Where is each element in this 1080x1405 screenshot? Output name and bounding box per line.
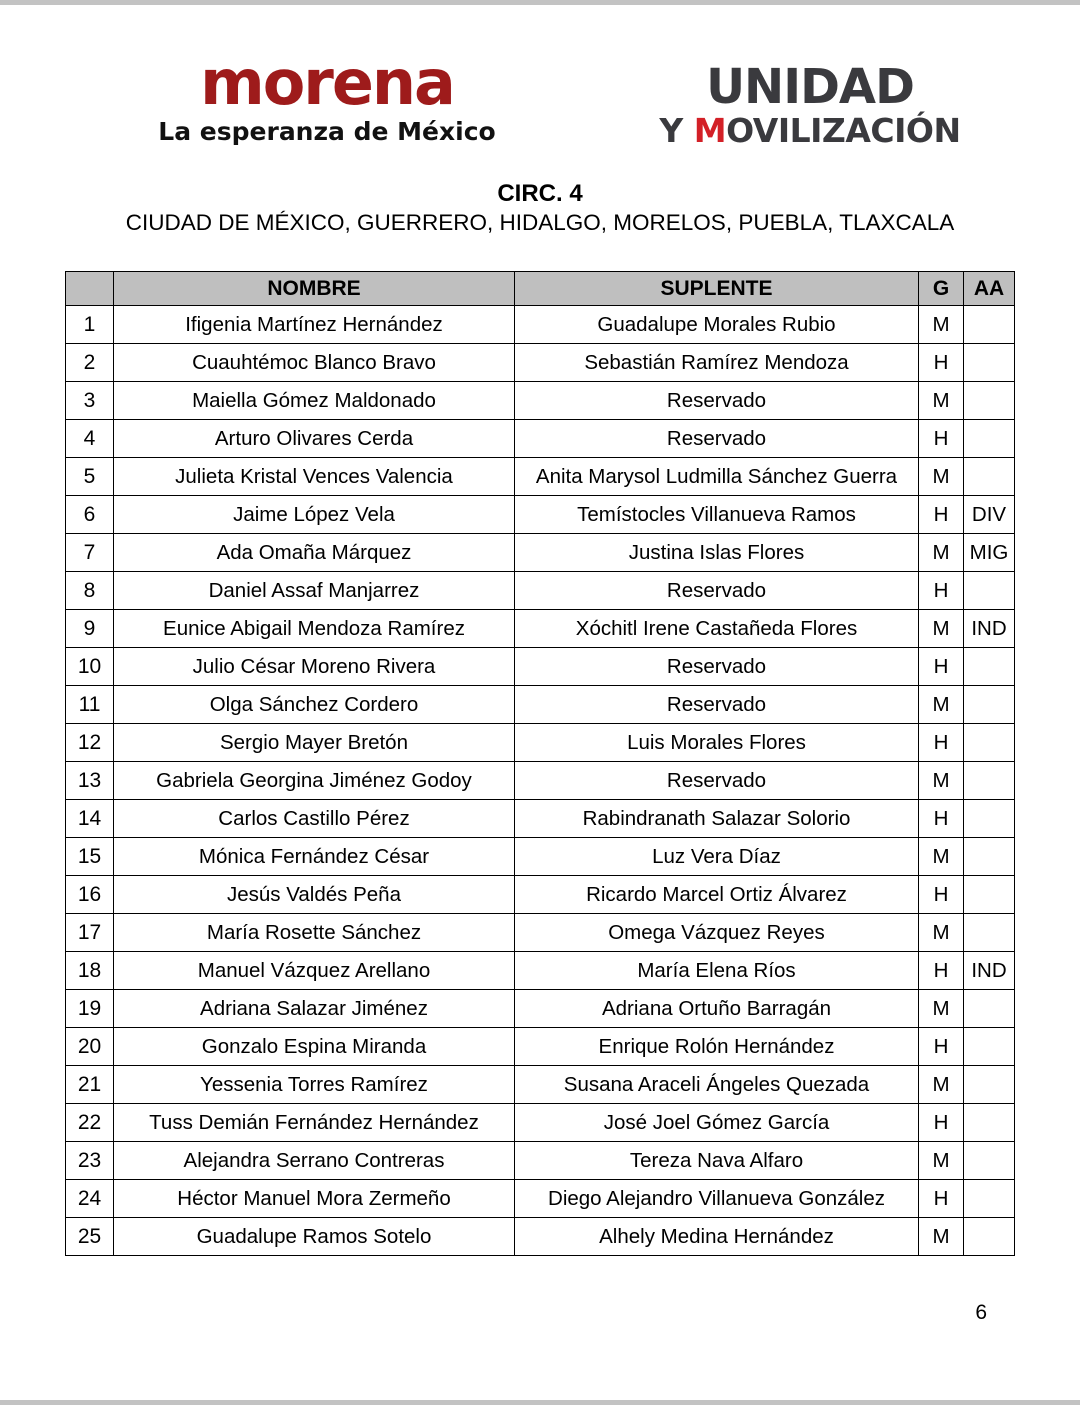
cell-nombre: Guadalupe Ramos Sotelo [114, 1218, 515, 1256]
cell-index: 6 [66, 496, 114, 534]
cell-genero: H [919, 1028, 964, 1066]
cell-genero: M [919, 762, 964, 800]
table-row [66, 534, 1015, 572]
cell-accion-afirmativa [964, 914, 1015, 952]
cell-suplente: Tereza Nava Alfaro [515, 1142, 919, 1180]
page-edge-bottom [0, 1400, 1080, 1405]
table-row [66, 496, 1015, 534]
table-row [66, 648, 1015, 686]
cell-nombre: Julio César Moreno Rivera [114, 648, 515, 686]
table-row [66, 686, 1015, 724]
cell-suplente: Enrique Rolón Hernández [515, 1028, 919, 1066]
cell-accion-afirmativa [964, 686, 1015, 724]
table-row [66, 762, 1015, 800]
table-row [66, 876, 1015, 914]
table-row [66, 1028, 1015, 1066]
cell-accion-afirmativa [964, 1066, 1015, 1104]
cell-accion-afirmativa [964, 458, 1015, 496]
cell-index: 9 [66, 610, 114, 648]
table-row [66, 1180, 1015, 1218]
cell-genero: H [919, 420, 964, 458]
cell-index: 1 [66, 306, 114, 344]
table-row [66, 382, 1015, 420]
movilizacion-wordmark [650, 113, 970, 149]
cell-accion-afirmativa [964, 1218, 1015, 1256]
cell-genero: M [919, 534, 964, 572]
table-row [66, 838, 1015, 876]
unidad-wordmark: UNIDAD [706, 59, 914, 115]
cell-nombre: Eunice Abigail Mendoza Ramírez [114, 610, 515, 648]
cell-accion-afirmativa [964, 762, 1015, 800]
table-row [66, 1104, 1015, 1142]
cell-accion-afirmativa [964, 1104, 1015, 1142]
table-row [66, 990, 1015, 1028]
page-subtitle-states: CIUDAD DE MÉXICO, GUERRERO, HIDALGO, MORELOS, PUEBLA, TLAXCALA [125, 210, 955, 235]
table-row [66, 420, 1015, 458]
cell-index: 2 [66, 344, 114, 382]
cell-nombre: María Rosette Sánchez [114, 914, 515, 952]
cell-genero: H [919, 800, 964, 838]
cell-accion-afirmativa [964, 876, 1015, 914]
cell-suplente: Sebastián Ramírez Mendoza [515, 344, 919, 382]
cell-genero: M [919, 1066, 964, 1104]
cell-index: 15 [66, 838, 114, 876]
table-row [66, 572, 1015, 610]
cell-index: 24 [66, 1180, 114, 1218]
cell-suplente: Susana Araceli Ángeles Quezada [515, 1066, 919, 1104]
table-row [66, 344, 1015, 382]
table-row [66, 306, 1015, 344]
column-header-g: G [919, 272, 964, 306]
cell-index: 16 [66, 876, 114, 914]
cell-genero: M [919, 838, 964, 876]
cell-index: 23 [66, 1142, 114, 1180]
table-row [66, 1218, 1015, 1256]
cell-genero: M [919, 990, 964, 1028]
cell-index: 8 [66, 572, 114, 610]
table-row [66, 458, 1015, 496]
cell-suplente: Temístocles Villanueva Ramos [515, 496, 919, 534]
cell-index: 10 [66, 648, 114, 686]
cell-suplente: Omega Vázquez Reyes [515, 914, 919, 952]
cell-nombre: Adriana Salazar Jiménez [114, 990, 515, 1028]
cell-nombre: Yessenia Torres Ramírez [114, 1066, 515, 1104]
cell-nombre: Gonzalo Espina Miranda [114, 1028, 515, 1066]
cell-suplente: Alhely Medina Hernández [515, 1218, 919, 1256]
document-sheet [0, 5, 1080, 1400]
cell-suplente: Reservado [515, 762, 919, 800]
cell-accion-afirmativa: DIV [964, 496, 1015, 534]
cell-genero: H [919, 724, 964, 762]
cell-suplente: Reservado [515, 686, 919, 724]
cell-nombre: Mónica Fernández César [114, 838, 515, 876]
morena-wordmark: morena [200, 46, 454, 119]
cell-suplente: Xóchitl Irene Castañeda Flores [515, 610, 919, 648]
cell-accion-afirmativa: IND [964, 952, 1015, 990]
cell-nombre: Olga Sánchez Cordero [114, 686, 515, 724]
cell-index: 22 [66, 1104, 114, 1142]
cell-nombre: Julieta Kristal Vences Valencia [114, 458, 515, 496]
cell-index: 7 [66, 534, 114, 572]
cell-suplente: Diego Alejandro Villanueva González [515, 1180, 919, 1218]
table-row [66, 1066, 1015, 1104]
cell-accion-afirmativa [964, 800, 1015, 838]
cell-genero: H [919, 648, 964, 686]
table-row [66, 800, 1015, 838]
cell-accion-afirmativa [964, 648, 1015, 686]
cell-index: 13 [66, 762, 114, 800]
cell-nombre: Cuauhtémoc Blanco Bravo [114, 344, 515, 382]
cell-index: 5 [66, 458, 114, 496]
table-header [66, 272, 1015, 306]
cell-accion-afirmativa: MIG [964, 534, 1015, 572]
table-row [66, 724, 1015, 762]
cell-suplente: Reservado [515, 572, 919, 610]
table-row [66, 914, 1015, 952]
cell-suplente: Reservado [515, 382, 919, 420]
logo-header [0, 5, 1080, 180]
cell-index: 18 [66, 952, 114, 990]
cell-index: 25 [66, 1218, 114, 1256]
cell-nombre: Arturo Olivares Cerda [114, 420, 515, 458]
table-row [66, 610, 1015, 648]
table-row [66, 1142, 1015, 1180]
cell-genero: M [919, 1142, 964, 1180]
cell-nombre: Jaime López Vela [114, 496, 515, 534]
cell-nombre: Ifigenia Martínez Hernández [114, 306, 515, 344]
cell-accion-afirmativa: IND [964, 610, 1015, 648]
cell-genero: M [919, 914, 964, 952]
cell-index: 4 [66, 420, 114, 458]
movilizacion-rest: OVILIZACIÓN [726, 111, 961, 150]
cell-nombre: Héctor Manuel Mora Zermeño [114, 1180, 515, 1218]
cell-accion-afirmativa [964, 1028, 1015, 1066]
cell-nombre: Daniel Assaf Manjarrez [114, 572, 515, 610]
cell-genero: M [919, 382, 964, 420]
cell-genero: M [919, 1218, 964, 1256]
page-number: 6 [975, 1301, 987, 1324]
cell-suplente: Reservado [515, 420, 919, 458]
roster-table-container [65, 271, 1014, 1256]
cell-nombre: Gabriela Georgina Jiménez Godoy [114, 762, 515, 800]
column-header-index [66, 272, 114, 306]
cell-accion-afirmativa [964, 344, 1015, 382]
cell-genero: H [919, 496, 964, 534]
page-title: CIRC. 4 [497, 180, 583, 207]
cell-index: 12 [66, 724, 114, 762]
cell-nombre: Tuss Demián Fernández Hernández [114, 1104, 515, 1142]
cell-accion-afirmativa [964, 306, 1015, 344]
cell-suplente: Luz Vera Díaz [515, 838, 919, 876]
cell-suplente: María Elena Ríos [515, 952, 919, 990]
cell-index: 11 [66, 686, 114, 724]
cell-suplente: Luis Morales Flores [515, 724, 919, 762]
cell-nombre: Maiella Gómez Maldonado [114, 382, 515, 420]
cell-suplente: José Joel Gómez García [515, 1104, 919, 1142]
cell-genero: H [919, 572, 964, 610]
cell-nombre: Carlos Castillo Pérez [114, 800, 515, 838]
cell-nombre: Manuel Vázquez Arellano [114, 952, 515, 990]
cell-nombre: Jesús Valdés Peña [114, 876, 515, 914]
table-body [66, 306, 1015, 1256]
cell-genero: H [919, 876, 964, 914]
cell-accion-afirmativa [964, 1180, 1015, 1218]
cell-accion-afirmativa [964, 572, 1015, 610]
roster-table [65, 271, 1015, 1256]
column-header-nombre: NOMBRE [114, 272, 515, 306]
table-row [66, 952, 1015, 990]
cell-accion-afirmativa [964, 990, 1015, 1028]
cell-accion-afirmativa [964, 382, 1015, 420]
cell-accion-afirmativa [964, 420, 1015, 458]
cell-nombre: Sergio Mayer Bretón [114, 724, 515, 762]
cell-accion-afirmativa [964, 724, 1015, 762]
cell-index: 17 [66, 914, 114, 952]
morena-tagline: La esperanza de México [158, 117, 496, 146]
cell-suplente: Guadalupe Morales Rubio [515, 306, 919, 344]
unidad-movilizacion-logo [650, 59, 970, 150]
cell-index: 19 [66, 990, 114, 1028]
table-header-row [66, 272, 1015, 306]
cell-genero: H [919, 952, 964, 990]
cell-genero: H [919, 344, 964, 382]
column-header-suplente: SUPLENTE [515, 272, 919, 306]
cell-genero: M [919, 306, 964, 344]
cell-suplente: Adriana Ortuño Barragán [515, 990, 919, 1028]
cell-suplente: Justina Islas Flores [515, 534, 919, 572]
cell-accion-afirmativa [964, 1142, 1015, 1180]
cell-suplente: Anita Marysol Ludmilla Sánchez Guerra [515, 458, 919, 496]
morena-logo [152, 46, 502, 147]
cell-accion-afirmativa [964, 838, 1015, 876]
movilizacion-accent-letter: M [693, 111, 727, 150]
cell-index: 21 [66, 1066, 114, 1104]
cell-suplente: Ricardo Marcel Ortiz Álvarez [515, 876, 919, 914]
cell-genero: H [919, 1180, 964, 1218]
column-header-aa: AA [964, 272, 1015, 306]
cell-suplente: Reservado [515, 648, 919, 686]
cell-genero: H [919, 1104, 964, 1142]
cell-index: 20 [66, 1028, 114, 1066]
cell-index: 14 [66, 800, 114, 838]
cell-nombre: Ada Omaña Márquez [114, 534, 515, 572]
cell-suplente: Rabindranath Salazar Solorio [515, 800, 919, 838]
movilizacion-prefix: Y [659, 111, 694, 150]
cell-genero: M [919, 686, 964, 724]
cell-genero: M [919, 610, 964, 648]
cell-nombre: Alejandra Serrano Contreras [114, 1142, 515, 1180]
cell-genero: M [919, 458, 964, 496]
cell-index: 3 [66, 382, 114, 420]
